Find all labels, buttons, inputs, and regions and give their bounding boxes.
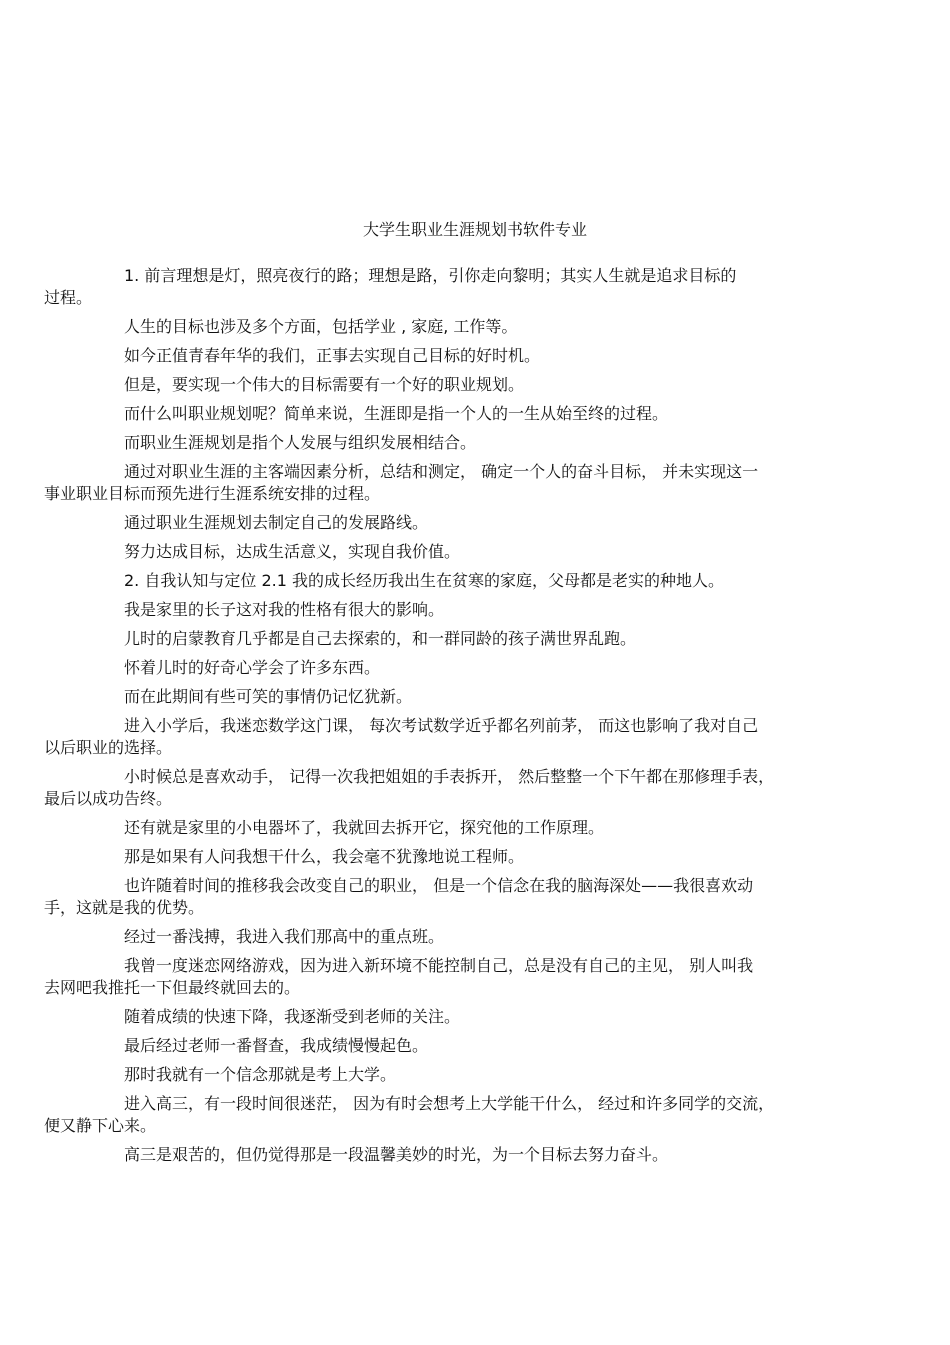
paragraph-line: 最后以成功告终。 — [44, 789, 173, 808]
paragraph-line: 1. 前言理想是灯，照亮夜行的路；理想是路，引你走向黎明；其实人生就是追求目标的 — [124, 266, 737, 285]
paragraph — [44, 461, 866, 505]
paragraph-line: 那是如果有人问我想干什么，我会毫不犹豫地说工程师。 — [124, 847, 525, 866]
paragraph — [84, 512, 866, 534]
paragraph-line: 但是，要实现一个伟大的目标需要有一个好的职业规划。 — [124, 375, 525, 394]
paragraph-line: 而在此期间有些可笑的事情仍记忆犹新。 — [124, 687, 413, 706]
paragraph-line: 努力达成目标，达成生活意义，实现自我价值。 — [124, 542, 461, 561]
paragraph-line: 通过对职业生涯的主客端因素分析，总结和测定， 确定一个人的奋斗目标， 并未实现这一 — [124, 462, 759, 481]
paragraph — [44, 265, 866, 309]
paragraph-line: 也许随着时间的推移我会改变自己的职业， 但是一个信念在我的脑海深处——我很喜欢动 — [124, 876, 754, 895]
paragraph-line: 我曾一度迷恋网络游戏，因为进入新环境不能控制自己，总是没有自己的主见， 别人叫我 — [124, 956, 754, 975]
paragraph-line: 以后职业的选择。 — [44, 738, 173, 757]
paragraph-line: 最后经过老师一番督查，我成绩慢慢起色。 — [124, 1036, 429, 1055]
paragraph-line: 高三是艰苦的，但仍觉得那是一段温馨美妙的时光，为一个目标去努力奋斗。 — [124, 1145, 669, 1164]
paragraph-line: 怀着儿时的好奇心学会了许多东西。 — [124, 658, 381, 677]
paragraph — [84, 926, 866, 948]
paragraph-line: 小时候总是喜欢动手， 记得一次我把姐姐的手表拆开， 然后整整一个下午都在那修理手表， — [124, 767, 775, 786]
paragraph-line: 便又静下心来。 — [44, 1116, 157, 1135]
paragraph-line: 进入小学后，我迷恋数学这门课， 每次考试数学近乎都名列前茅， 而这也影响了我对自己 — [124, 716, 759, 735]
paragraph-line: 如今正值青春年华的我们，正事去实现自己目标的好时机。 — [124, 346, 541, 365]
paragraph — [84, 817, 866, 839]
paragraph — [84, 432, 866, 454]
paragraph — [84, 403, 866, 425]
paragraph-line: 去网吧我推托一下但最终就回去的。 — [44, 978, 301, 997]
paragraph-line: 过程。 — [44, 288, 93, 307]
paragraph — [44, 715, 866, 759]
paragraph-line: 手，这就是我的优势。 — [44, 898, 205, 917]
paragraph-line: 而职业生涯规划是指个人发展与组织发展相结合。 — [124, 433, 477, 452]
paragraph — [44, 1093, 866, 1137]
paragraph-line: 随着成绩的快速下降，我逐渐受到老师的关注。 — [124, 1007, 461, 1026]
paragraph-line: 通过职业生涯规划去制定自己的发展路线。 — [124, 513, 429, 532]
paragraph — [84, 1144, 866, 1166]
paragraph-line: 儿时的启蒙教育几乎都是自己去探索的，和一群同龄的孩子满世界乱跑。 — [124, 629, 637, 648]
paragraph — [84, 1006, 866, 1028]
paragraph — [84, 657, 866, 679]
paragraph — [84, 316, 866, 338]
paragraph-line: 那时我就有一个信念那就是考上大学。 — [124, 1065, 397, 1084]
paragraph-line: 2. 自我认知与定位 2.1 我的成长经历我出生在贫寒的家庭，父母都是老实的种地人。 — [124, 571, 724, 590]
paragraph-line: 事业职业目标而预先进行生涯系统安排的过程。 — [44, 484, 381, 503]
paragraph — [84, 1064, 866, 1086]
paragraph-line: 我是家里的长子这对我的性格有很大的影响。 — [124, 600, 445, 619]
paragraph — [84, 570, 866, 592]
paragraph-line: 经过一番浅搏，我进入我们那高中的重点班。 — [124, 927, 445, 946]
paragraph — [84, 686, 866, 708]
document-body — [44, 265, 866, 1173]
paragraph-line: 进入高三，有一段时间很迷茫， 因为有时会想考上大学能干什么， 经过和许多同学的交流， — [124, 1094, 775, 1113]
paragraph — [84, 846, 866, 868]
paragraph — [44, 955, 866, 999]
paragraph-line: 还有就是家里的小电器坏了，我就回去拆开它，探究他的工作原理。 — [124, 818, 605, 837]
paragraph — [44, 875, 866, 919]
paragraph — [84, 345, 866, 367]
paragraph — [84, 599, 866, 621]
paragraph — [84, 1035, 866, 1057]
paragraph — [84, 374, 866, 396]
paragraph-line: 人生的目标也涉及多个方面，包括学业 , 家庭, 工作等。 — [124, 317, 518, 336]
paragraph — [44, 766, 866, 810]
paragraph — [84, 541, 866, 563]
paragraph-line: 而什么叫职业规划呢？简单来说，生涯即是指一个人的一生从始至终的过程。 — [124, 404, 669, 423]
paragraph — [84, 628, 866, 650]
document-title: 大学生职业生涯规划书软件专业 — [362, 220, 587, 239]
